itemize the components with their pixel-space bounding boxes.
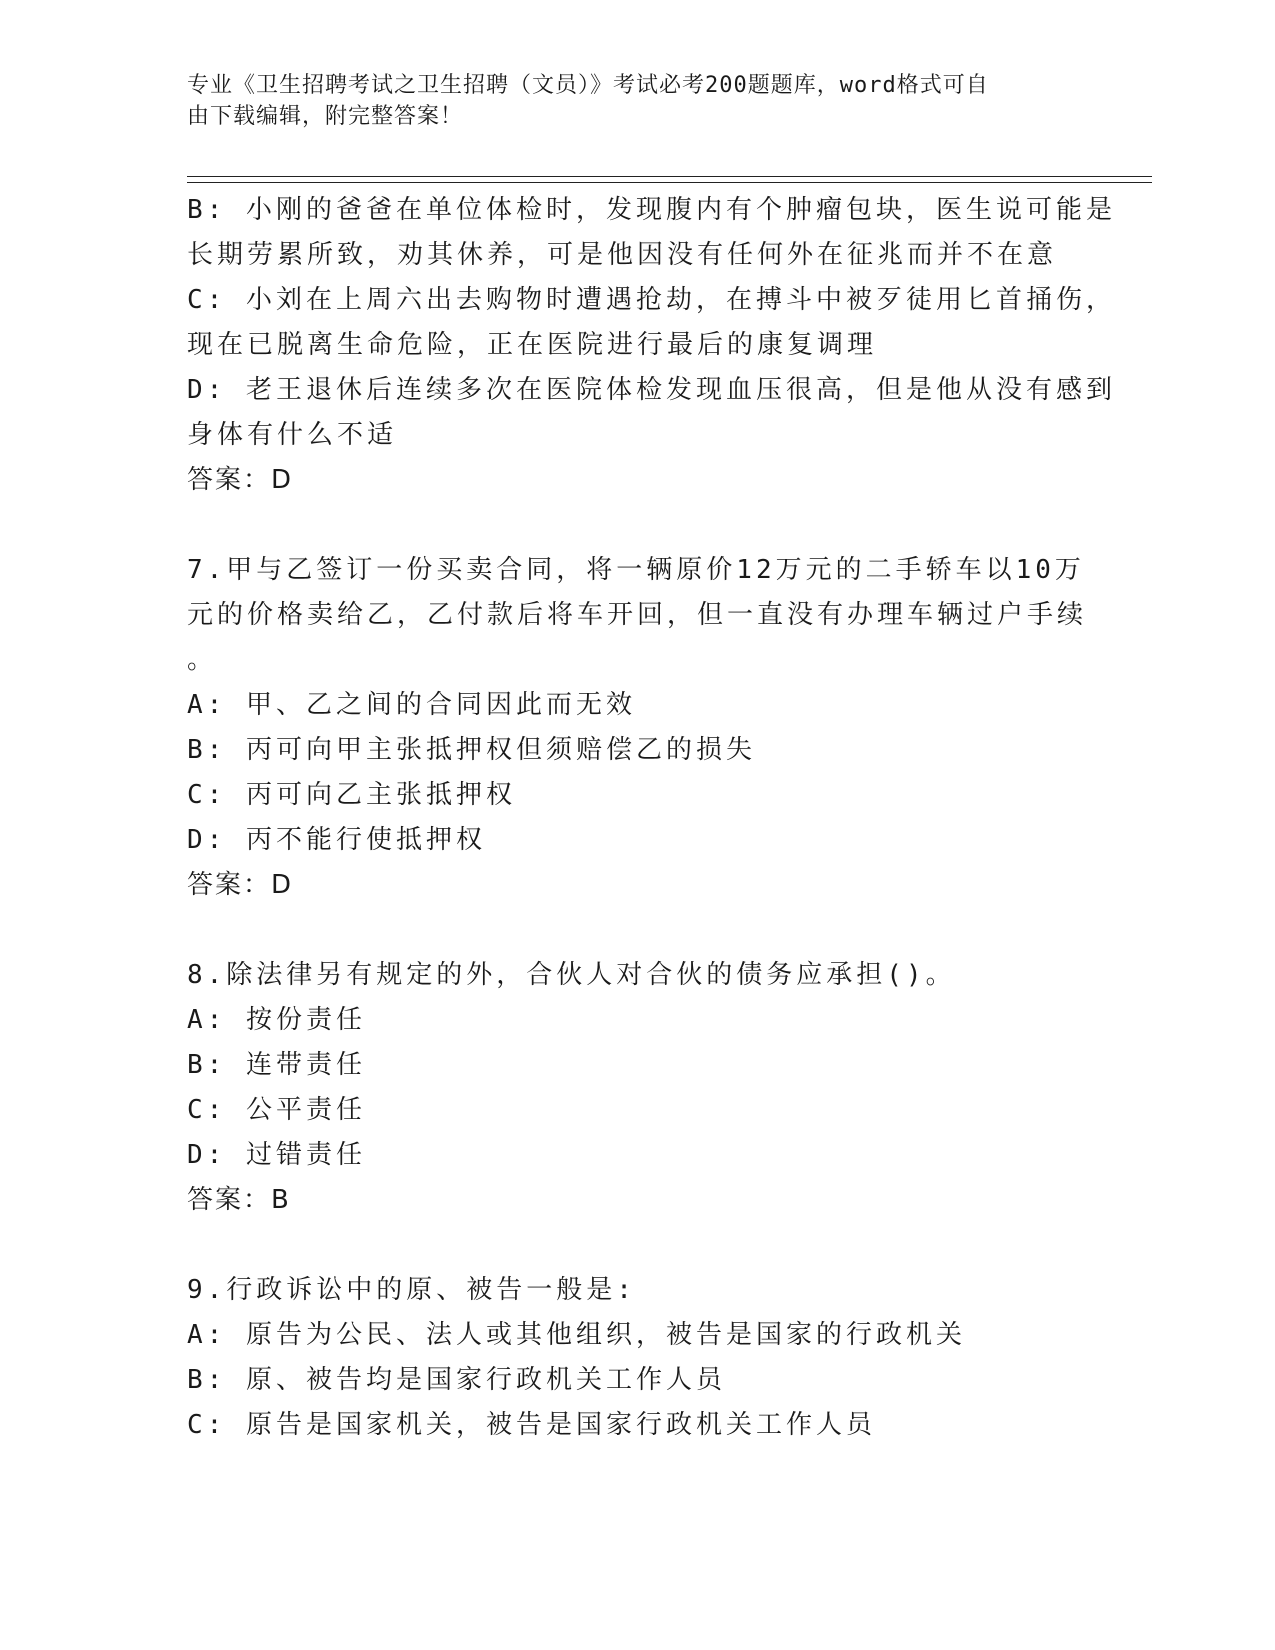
q6-answer: 答案：D — [187, 465, 294, 495]
q6-option-b-line-2: 长期劳累所致，劝其休养，可是他因没有任何外在征兆而并不在意 — [187, 240, 1058, 270]
q8-option-a: A: 按份责任 — [187, 1005, 366, 1035]
q6-option-c-line-1: C: 小刘在上周六出去购物时遭遇抢劫，在搏斗中被歹徒用匕首捅伤， — [187, 285, 1116, 315]
q6-option-d-line-2: 身体有什么不适 — [187, 420, 398, 450]
document-header — [187, 70, 1067, 132]
q8-option-b: B: 连带责任 — [187, 1050, 366, 1080]
q9-stem: 9.行政诉讼中的原、被告一般是: — [187, 1275, 636, 1305]
q7-stem-line-1: 7.甲与乙签订一份买卖合同，将一辆原价12万元的二手轿车以10万 — [187, 555, 1085, 585]
q9-option-b: B: 原、被告均是国家行政机关工作人员 — [187, 1365, 726, 1395]
question-9-block — [187, 1268, 1087, 1448]
header-divider-bottom — [187, 182, 1152, 183]
question-6-block — [187, 188, 1116, 503]
question-list — [187, 188, 1116, 1448]
question-spacer — [187, 503, 1087, 548]
header-title-line-1: 专业《卫生招聘考试之卫生招聘（文员）》考试必考200题题库，word格式可自 — [187, 73, 989, 98]
q7-stem-line-3: 。 — [187, 645, 218, 675]
q7-option-a: A: 甲、乙之间的合同因此而无效 — [187, 690, 636, 720]
q9-option-c: C: 原告是国家机关，被告是国家行政机关工作人员 — [187, 1410, 876, 1440]
q7-stem-line-2: 元的价格卖给乙，乙付款后将车开回，但一直没有办理车辆过户手续 — [187, 600, 1088, 630]
question-7-block — [187, 548, 1087, 908]
q8-stem: 8.除法律另有规定的外，合伙人对合伙的债务应承担()。 — [187, 960, 956, 990]
header-title-line-2: 由下载编辑，附完整答案！ — [187, 104, 464, 129]
q8-option-c: C: 公平责任 — [187, 1095, 366, 1125]
q8-option-d: D: 过错责任 — [187, 1140, 366, 1170]
q6-option-c-line-2: 现在已脱离生命危险，正在医院进行最后的康复调理 — [187, 330, 878, 360]
q8-answer: 答案：B — [187, 1185, 291, 1215]
q6-option-b-line-1: B: 小刚的爸爸在单位体检时，发现腹内有个肿瘤包块，医生说可能是 — [187, 195, 1116, 225]
question-spacer — [187, 908, 1087, 953]
q7-option-c: C: 丙可向乙主张抵押权 — [187, 780, 516, 810]
question-spacer — [187, 1223, 1087, 1268]
q7-answer: 答案：D — [187, 870, 294, 900]
q9-option-a: A: 原告为公民、法人或其他组织，被告是国家的行政机关 — [187, 1320, 966, 1350]
q7-option-d: D: 丙不能行使抵押权 — [187, 825, 486, 855]
question-8-block — [187, 953, 1087, 1223]
header-divider-top — [187, 176, 1152, 177]
q6-option-d-line-1: D: 老王退休后连续多次在医院体检发现血压很高，但是他从没有感到 — [187, 375, 1116, 405]
q7-option-b: B: 丙可向甲主张抵押权但须赔偿乙的损失 — [187, 735, 756, 765]
